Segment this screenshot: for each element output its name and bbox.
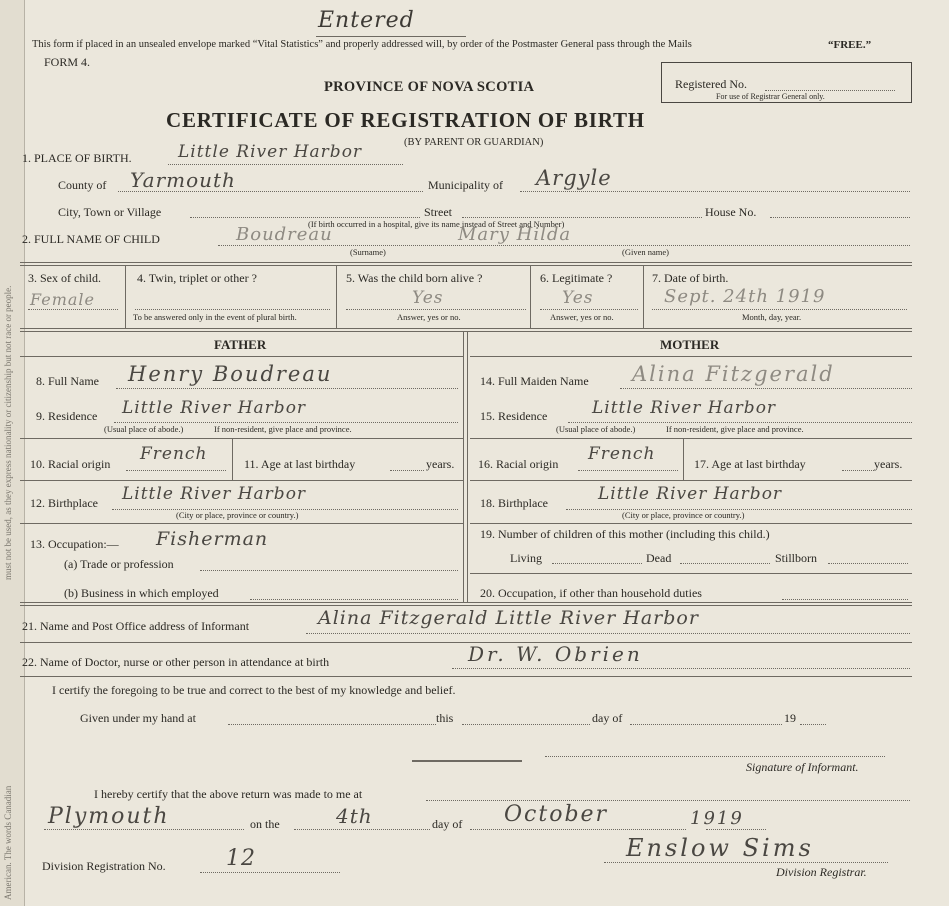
division-registration-no-label: Division Registration No. — [42, 859, 166, 873]
registration-year-value: 1919 — [690, 808, 744, 829]
hereby-certify-label: I hereby certify that the above return was made to me at — [94, 787, 363, 801]
mother-maiden-name-label: 14. Full Maiden Name — [480, 374, 589, 388]
mother-maiden-name-value: Alina Fitzgerald — [632, 362, 835, 386]
municipality-label: Municipality of — [428, 178, 503, 192]
registration-place-value: Plymouth — [48, 804, 170, 829]
father-name-label: 8. Full Name — [36, 374, 99, 388]
mother-abode-note: (Usual place of abode.) — [556, 424, 636, 434]
date-of-birth-value: Sept. 24th 1919 — [664, 286, 826, 307]
city-label: City, Town or Village — [58, 205, 162, 219]
registration-month-value: October — [504, 802, 609, 827]
father-occupation-label: 13. Occupation:— — [30, 537, 119, 551]
given-under-label: Given under my hand at — [80, 711, 196, 725]
father-birthplace-label: 12. Birthplace — [30, 496, 98, 510]
postal-notice: This form if placed in an unsealed envelope marked “Vital Statistics” and properly addressed will, by order of the Postmaster General pass through the Mails — [32, 39, 692, 50]
father-residence-label: 9. Residence — [36, 409, 98, 423]
mother-occupation-label: 20. Occupation, if other than household duties — [480, 586, 702, 600]
signature-informant-caption: Signature of Informant. — [746, 760, 859, 774]
father-name-value: Henry Boudreau — [128, 362, 333, 386]
year-prefix: 19 — [784, 711, 796, 725]
father-birthplace-note: (City or place, province or country.) — [176, 510, 299, 520]
twin-label: 4. Twin, triplet or other ? — [137, 271, 257, 285]
sex-value: Female — [30, 290, 95, 309]
registrar-signature: Enslow Sims — [626, 834, 814, 862]
father-birthplace-value: Little River Harbor — [122, 484, 307, 504]
mother-birthplace-value: Little River Harbor — [598, 484, 783, 504]
informant-label: 21. Name and Post Office address of Informant — [22, 619, 250, 633]
father-abode-note: (Usual place of abode.) — [104, 424, 184, 434]
twin-note: To be answered only in the event of plural birth. — [133, 312, 297, 322]
mother-residence-value: Little River Harbor — [592, 398, 777, 418]
child-surname-value: Boudreau — [236, 224, 333, 245]
county-value: Yarmouth — [130, 168, 236, 192]
date-of-birth-note: Month, day, year. — [742, 312, 802, 322]
this-label: this — [436, 711, 454, 725]
father-racial-origin-label: 10. Racial origin — [30, 457, 111, 471]
municipality-value: Argyle — [536, 166, 612, 190]
hospital-note: (If birth occurred in a hospital, give its name instead of Street and Number) — [308, 219, 565, 229]
certificate-title: CERTIFICATE OF REGISTRATION OF BIRTH — [166, 108, 645, 132]
registered-no-label: Registered No. — [675, 77, 747, 91]
born-alive-label: 5. Was the child born alive ? — [346, 271, 483, 285]
father-residence-value: Little River Harbor — [122, 398, 307, 418]
stillborn-label: Stillborn — [775, 551, 818, 565]
sex-label: 3. Sex of child. — [28, 271, 101, 285]
margin-note-2: American. The words Canadian — [3, 785, 13, 900]
certify-statement: I certify the foregoing to be true and correct to the best of my knowledge and belief. — [52, 683, 456, 697]
county-label: County of — [58, 178, 107, 192]
province-heading: PROVINCE OF NOVA SCOTIA — [324, 79, 535, 95]
informant-value: Alina Fitzgerald Little River Harbor — [318, 607, 699, 629]
on-the-label: on the — [250, 817, 280, 831]
given-name-note: (Given name) — [622, 247, 669, 257]
mother-residence-label: 15. Residence — [480, 409, 548, 423]
mother-nonresident-note: If non-resident, give place and province. — [666, 424, 804, 434]
house-no-label: House No. — [705, 205, 757, 219]
father-age-label: 11. Age at last birthday — [244, 457, 356, 471]
surname-note: (Surname) — [350, 247, 386, 257]
legitimate-note: Answer, yes or no. — [550, 312, 614, 322]
child-name-label: 2. FULL NAME OF CHILD — [22, 232, 160, 246]
father-occupation-value: Fisherman — [156, 528, 269, 550]
father-nonresident-note: If non-resident, give place and province. — [214, 424, 352, 434]
mother-racial-origin-value: French — [588, 444, 656, 464]
place-of-birth-value: Little River Harbor — [178, 142, 363, 162]
street-label: Street — [424, 205, 452, 219]
mother-age-label: 17. Age at last birthday — [694, 457, 806, 471]
child-given-name-value: Mary Hilda — [458, 224, 572, 245]
day-of-label-b: day of — [432, 817, 463, 831]
trade-profession-label: (a) Trade or profession — [64, 557, 174, 571]
form-number: FORM 4. — [44, 55, 91, 69]
division-registrar-caption: Division Registrar. — [776, 865, 867, 879]
certificate-subtitle: (BY PARENT OR GUARDIAN) — [404, 137, 544, 148]
dead-label: Dead — [646, 551, 672, 565]
mother-years-label: years. — [874, 457, 903, 471]
margin-note: must not be used, as they express nationality or citizenship but not race or people. — [3, 285, 13, 580]
legitimate-value: Yes — [562, 288, 594, 308]
registered-no-note: For use of Registrar General only. — [716, 92, 825, 101]
mother-heading: MOTHER — [660, 337, 720, 352]
date-of-birth-label: 7. Date of birth. — [652, 271, 729, 285]
father-heading: FATHER — [214, 337, 267, 352]
postal-notice-free: “FREE.” — [828, 39, 872, 51]
father-years-label: years. — [426, 457, 455, 471]
children-count-label: 19. Number of children of this mother (including this child.) — [480, 527, 770, 541]
mother-birthplace-note: (City or place, province or country.) — [622, 510, 745, 520]
business-employed-label: (b) Business in which employed — [64, 586, 219, 600]
mother-racial-origin-label: 16. Racial origin — [478, 457, 559, 471]
doctor-value: Dr. W. Obrien — [468, 642, 643, 666]
division-registration-no-value: 12 — [226, 846, 256, 871]
registration-day-value: 4th — [336, 804, 373, 828]
binding-margin — [0, 0, 25, 906]
day-of-label: day of — [592, 711, 623, 725]
born-alive-value: Yes — [412, 288, 444, 308]
doctor-label: 22. Name of Doctor, nurse or other person in attendance at birth — [22, 655, 330, 669]
living-label: Living — [510, 551, 542, 565]
father-racial-origin-value: French — [140, 444, 208, 464]
entered-stamp: Entered — [318, 8, 415, 33]
born-alive-note: Answer, yes or no. — [397, 312, 461, 322]
mother-birthplace-label: 18. Birthplace — [480, 496, 548, 510]
place-of-birth-label: 1. PLACE OF BIRTH. — [22, 151, 132, 165]
legitimate-label: 6. Legitimate ? — [540, 271, 613, 285]
